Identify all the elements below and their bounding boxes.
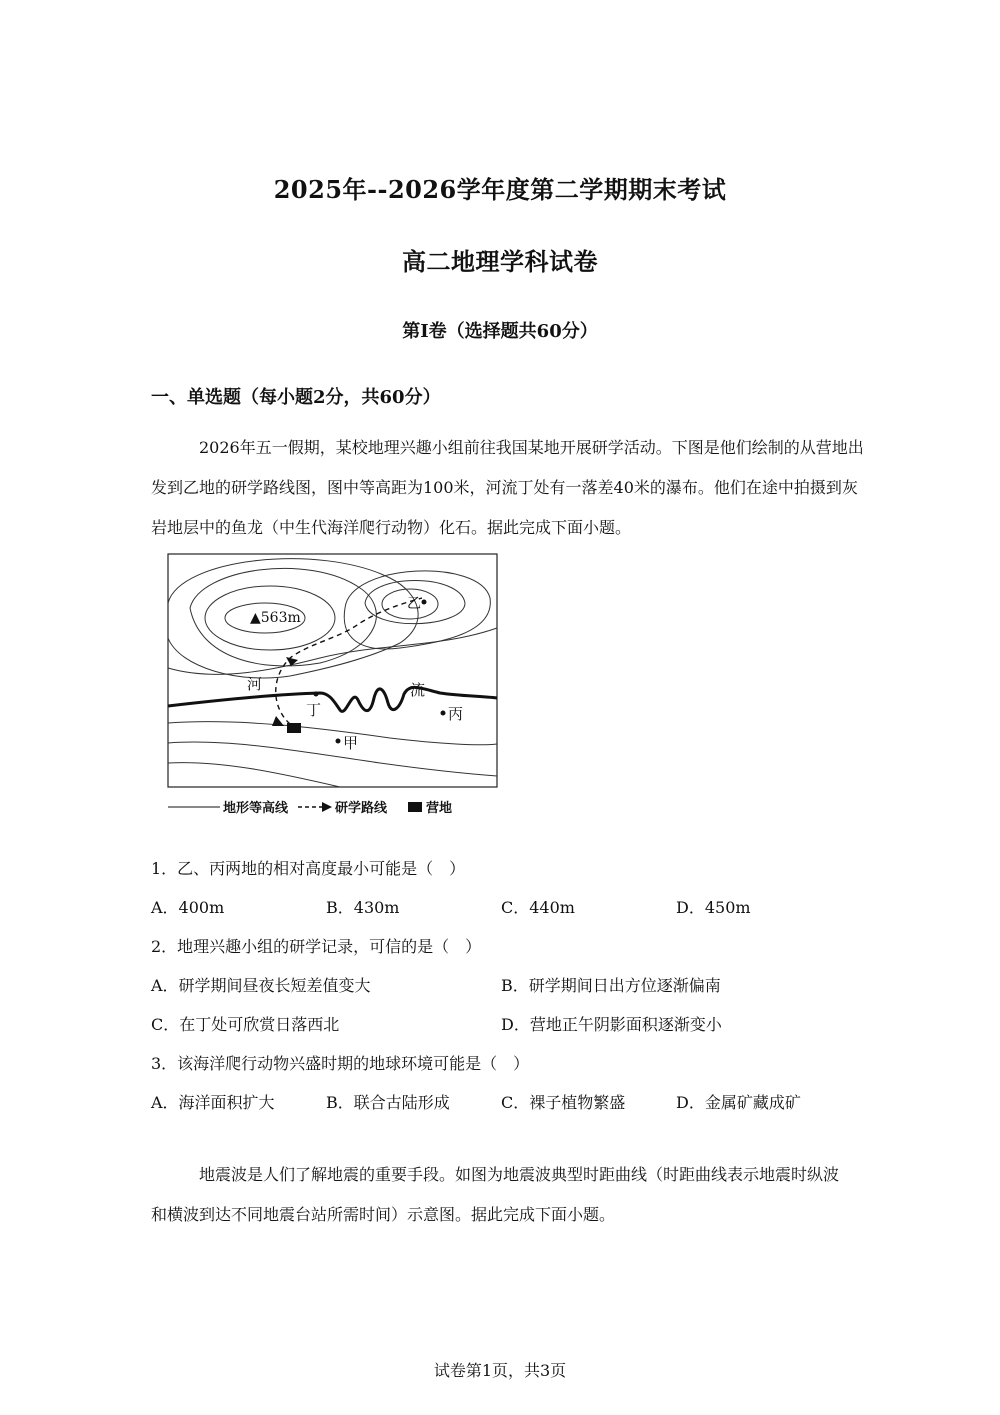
passage-1: 2026年五一假期，某校地理兴趣小组前往我国某地开展研学活动。下图是他们绘制的从营地出发到乙地的研学路线图，图中等高距为100米，河流丁处有一落差40米的瀑布。他们在途中拍摄到灰岩地层中的鱼龙（中生代海洋爬行动物）化石。据此完成下面小题。 xyxy=(151,438,864,537)
section-heading: 一、单选题（每小题2分，共60分） xyxy=(151,387,441,408)
volume-heading: 第I卷（选择题共60分） xyxy=(402,321,598,342)
q3-option-a[interactable]: A．海洋面积扩大 xyxy=(151,1093,275,1112)
legend-route-arrow xyxy=(322,802,332,812)
question-1-stem: 1．乙、丙两地的相对高度最小可能是（ ） xyxy=(151,859,466,878)
q1-option-a[interactable]: A．400m xyxy=(151,898,225,917)
contour-map xyxy=(160,548,510,820)
river-label-2: 流 xyxy=(410,681,426,699)
legend-camp-marker xyxy=(408,802,422,812)
q2-option-b[interactable]: B．研学期间日出方位逐渐偏南 xyxy=(501,976,721,995)
q2-option-d[interactable]: D．营地正午阴影面积逐渐变小 xyxy=(501,1015,722,1034)
point-jia-dot xyxy=(336,739,341,744)
camp-marker xyxy=(287,723,301,733)
legend-contour-label: 地形等高线 xyxy=(223,801,289,816)
q1-option-c[interactable]: C．440m xyxy=(501,898,575,917)
legend-route-label: 研学路线 xyxy=(335,801,388,816)
q1-option-d[interactable]: D．450m xyxy=(676,898,751,917)
map-frame xyxy=(168,554,497,787)
river-label-1: 河 xyxy=(247,675,263,693)
point-yi-dot xyxy=(422,600,427,605)
passage-2: 地震波是人们了解地震的重要手段。如图为地震波典型时距曲线（时距曲线表示地震时纵波和横波到达不同地震台站所需时间）示意图。据此完成下面小题。 xyxy=(151,1165,840,1224)
question-3-stem: 3．该海洋爬行动物兴盛时期的地球环境可能是（ ） xyxy=(151,1054,530,1073)
page-footer: 试卷第1页，共3页 xyxy=(433,1361,567,1380)
q3-option-c[interactable]: C．裸子植物繁盛 xyxy=(501,1093,626,1112)
point-bing-dot xyxy=(441,711,446,716)
q1-option-b[interactable]: B．430m xyxy=(326,898,400,917)
q3-option-d[interactable]: D．金属矿藏成矿 xyxy=(676,1093,801,1112)
point-bing-label: 丙 xyxy=(448,705,464,723)
point-ding-dot xyxy=(314,692,319,697)
q2-option-c[interactable]: C．在丁处可欣赏日落西北 xyxy=(151,1015,340,1034)
exam-title: 2025年--2026学年度第二学期期末考试 xyxy=(273,175,727,204)
point-yi-label: 乙 xyxy=(407,596,421,612)
point-jia-label: 甲 xyxy=(343,734,359,752)
point-ding-label: 丁 xyxy=(306,701,322,719)
legend-camp-label: 营地 xyxy=(426,801,453,816)
question-2-stem: 2．地理兴趣小组的研学记录，可信的是（ ） xyxy=(151,937,482,956)
q3-option-b[interactable]: B．联合古陆形成 xyxy=(326,1093,450,1112)
q2-option-a[interactable]: A．研学期间昼夜长短差值变大 xyxy=(151,976,371,995)
peak-label: ▲563m xyxy=(250,610,301,626)
exam-subtitle: 高二地理学科试卷 xyxy=(402,247,598,276)
